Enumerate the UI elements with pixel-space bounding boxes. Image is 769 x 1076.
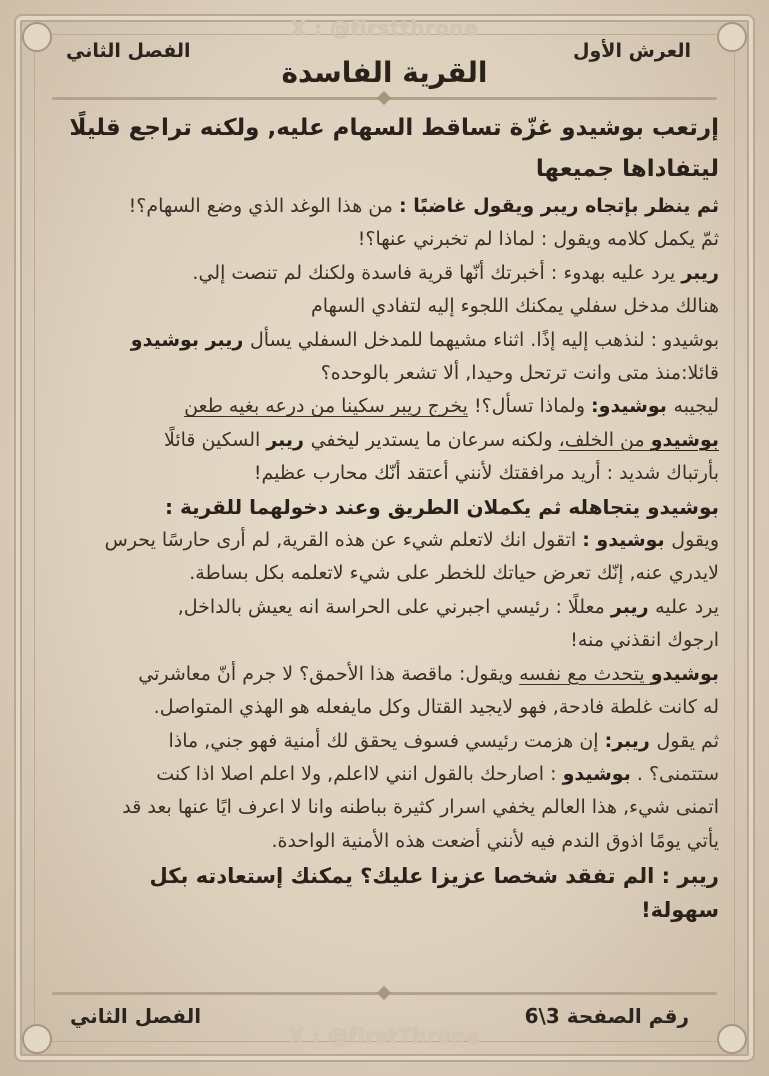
watermark-bottom: X : @firstThrone: [288, 1024, 481, 1048]
paragraph: له كانت غلطة فادحة, فهو لايجيد القتال وكل مايفعله هو الهذي المتواصل.: [153, 696, 719, 719]
paragraph: قائلا:منذ متى وانت ترتحل وحيدا, ألا تشعر بالوحده؟: [320, 362, 719, 385]
page-title: القرية الفاسدة: [281, 56, 488, 89]
paragraph: ريبر يرد عليه بهدوء : أخبرتك أنّها قرية فاسدة ولكنك لم تنصت إلي.: [192, 261, 719, 284]
paragraph: ارجوك انقذني منه!: [570, 629, 719, 652]
paragraph: بوشيدو : لنذهب إليه إذًا. اثناء مشيهما للمدخل السفلي يسأل ريبر بوشيدو: [130, 328, 719, 351]
paragraph: بوشيدو يتجاهله ثم يكملان الطريق وعند دخولهما للقرية :: [165, 494, 719, 519]
paragraph: بوشيدو من الخلف، ولكنه سرعان ما يستدير ليخفي ريبر السكين قائلًا: [164, 428, 719, 451]
paragraph: ثم يقول ريبر: إن هزمت رئيسي فسوف يحقق لك أمنية فهو جني, ماذا: [168, 729, 719, 752]
paragraph: ثم ينظر بإتجاه ريبر ويقول غاضبًا : من هذا الوغد الذي وضع السهام؟!: [128, 195, 719, 217]
page-number: رقم الصفحة 3\6: [524, 1004, 689, 1028]
watermark-top: X : @firstthrone: [290, 16, 479, 40]
paragraph: ريبر : الم تفقد شخصا عزيزا عليك؟ يمكنك إستعادته بكل سهولة!: [149, 864, 719, 922]
paragraph: هنالك مدخل سفلي يمكنك اللجوء إليه لتفادي السهام: [310, 295, 719, 318]
story-text: [66, 108, 719, 927]
paragraph: ويقول بوشيدو : اتقول انك لاتعلم شيء عن هذه القرية, لم أرى حارسًا يحرس: [104, 529, 719, 552]
paragraph: يأتي يومًا اذوق الندم فيه لأنني أضعت هذه الأمنية الواحدة.: [271, 829, 719, 852]
volume-label: العرش الأول: [573, 40, 691, 62]
paragraph: بوشيدو يتحدث مع نفسه ويقول: ماقصة هذا الأحمق؟ لا جرم أنّ معاشرتي: [138, 662, 719, 685]
paragraph: يرد عليه ريبر معللًا : رئيسي اجبرني على الحراسة انه يعيش بالداخل,: [177, 595, 719, 618]
paragraph: لايدري عنه, إنّك تعرض حياتك للخطر على شيء لاتعلمه بكل بساطة.: [189, 562, 719, 585]
paragraph: بأرتباك شديد : أريد مرافقتك لأنني أعتقد أنّك محارب عظيم!: [253, 462, 719, 485]
paragraph: ستتمنى؟ . بوشيدو : اصارحك بالقول انني لااعلم, ولا اعلم اصلا اذا كنت: [156, 762, 719, 785]
paragraph: ثمّ يكمل كلامه ويقول : لماذا لم تخبرني عنها؟!: [357, 228, 719, 251]
paragraph: ليجيبه بوشيدو: ولماذا تسأل؟! يخرج ريبر سكينا من درعه بغيه طعن: [184, 395, 719, 418]
footer-chapter-label: الفصل الثاني: [70, 1004, 202, 1028]
paragraph: إرتعب بوشيدو غزّة تساقط السهام عليه, ولكنه تراجع قليلًا ليتفاداها جميعها: [69, 115, 719, 182]
paragraph: اتمنى شيء, هذا العالم يخفي اسرار كثيرة بباطنه وانا لا اعرف ايًا عنها بعد قد: [122, 796, 719, 819]
chapter-label: الفصل الثاني: [66, 40, 191, 62]
